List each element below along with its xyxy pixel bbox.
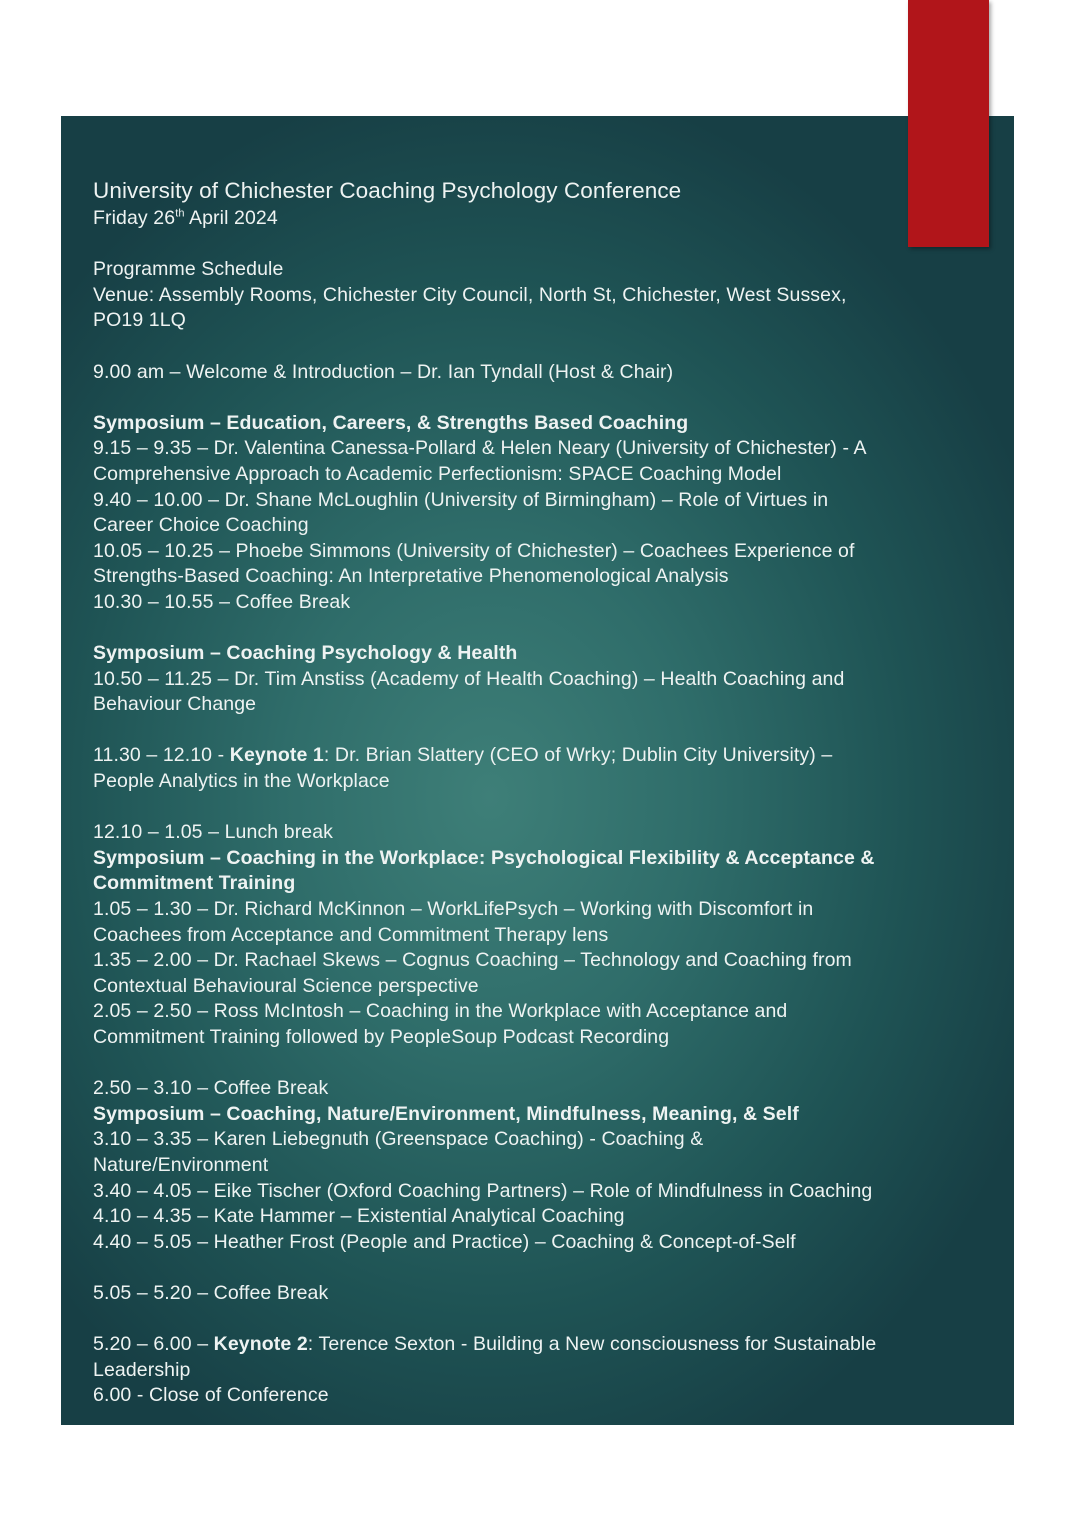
session-line: 3.10 – 3.35 – Karen Liebegnuth (Greenspace Coaching) - Coaching &: [93, 1128, 704, 1151]
session-line: 4.40 – 5.05 – Heather Frost (People and Practice) – Coaching & Concept-of-Self: [93, 1230, 796, 1253]
session-line: 10.50 – 11.25 – Dr. Tim Anstiss (Academy of Health Coaching) – Health Coaching and: [93, 667, 845, 690]
keynote-2: 5.20 – 6.00 – Keynote 2: Terence Sexton - Building a New consciousness for Sustainable: [93, 1333, 877, 1356]
session-line: 3.40 – 4.05 – Eike Tischer (Oxford Coaching Partners) – Role of Mindfulness in Coaching: [93, 1179, 873, 1202]
closing-item: 6.00 - Close of Conference: [93, 1384, 329, 1407]
session-line: Career Choice Coaching: [93, 514, 309, 537]
session-line: 2.05 – 2.50 – Ross McIntosh – Coaching in the Workplace with Acceptance and: [93, 1000, 788, 1023]
session-line: Nature/Environment: [93, 1153, 269, 1176]
session-line: 9.40 – 10.00 – Dr. Shane McLoughlin (University of Birmingham) – Role of Virtues in: [93, 488, 829, 511]
session-line: Commitment Training followed by PeopleSoup Podcast Recording: [93, 1026, 670, 1048]
symposium-heading: Commitment Training: [93, 872, 296, 895]
programme-label: Programme Schedule: [93, 258, 284, 281]
welcome-item: 9.00 am – Welcome & Introduction – Dr. Ian Tyndall (Host & Chair): [93, 360, 674, 383]
session-line: 9.15 – 9.35 – Dr. Valentina Canessa-Pollard & Helen Neary (University of Chichester) - A: [93, 437, 867, 460]
keynote-1: 11.30 – 12.10 - Keynote 1: Dr. Brian Slattery (CEO of Wrky; Dublin City University) –: [93, 744, 833, 767]
session-line: Behaviour Change: [93, 693, 257, 716]
session-line: 1.05 – 1.30 – Dr. Richard McKinnon – WorkLifePsych – Working with Discomfort in: [93, 898, 814, 921]
symposium-heading: Symposium – Education, Careers, & Strengths Based Coaching: [93, 411, 689, 434]
session-line: Contextual Behavioural Science perspective: [93, 974, 479, 997]
break-item: 10.30 – 10.55 – Coffee Break: [93, 590, 351, 613]
venue-postcode: PO19 1LQ: [93, 309, 186, 332]
symposium-heading: Symposium – Coaching, Nature/Environment, Mindfulness, Meaning, & Self: [93, 1102, 799, 1125]
symposium-heading: Symposium – Coaching in the Workplace: Psychological Flexibility & Acceptance &: [93, 846, 875, 869]
session-line: 4.10 – 4.35 – Kate Hammer – Existential Analytical Coaching: [93, 1205, 625, 1228]
schedule-content: [93, 176, 988, 1409]
break-item: 12.10 – 1.05 – Lunch break: [93, 821, 334, 844]
session-line: 10.05 – 10.25 – Phoebe Simmons (University of Chichester) – Coachees Experience of: [93, 539, 855, 562]
conference-date: Friday 26th April 2024: [93, 207, 278, 229]
session-line: Coachees from Acceptance and Commitment Therapy lens: [93, 923, 609, 946]
session-line: Comprehensive Approach to Academic Perfectionism: SPACE Coaching Model: [93, 462, 782, 485]
session-line: Strengths-Based Coaching: An Interpretative Phenomenological Analysis: [93, 565, 729, 588]
break-item: 2.50 – 3.10 – Coffee Break: [93, 1077, 329, 1100]
session-line: 1.35 – 2.00 – Dr. Rachael Skews – Cognus Coaching – Technology and Coaching from: [93, 949, 852, 972]
conference-title: University of Chichester Coaching Psychology Conference: [93, 178, 682, 203]
break-item: 5.05 – 5.20 – Coffee Break: [93, 1281, 329, 1304]
symposium-heading: Symposium – Coaching Psychology & Health: [93, 642, 518, 665]
session-line: Leadership: [93, 1358, 191, 1381]
session-line: People Analytics in the Workplace: [93, 770, 390, 793]
venue-line: Venue: Assembly Rooms, Chichester City Council, North St, Chichester, West Sussex,: [93, 283, 847, 306]
